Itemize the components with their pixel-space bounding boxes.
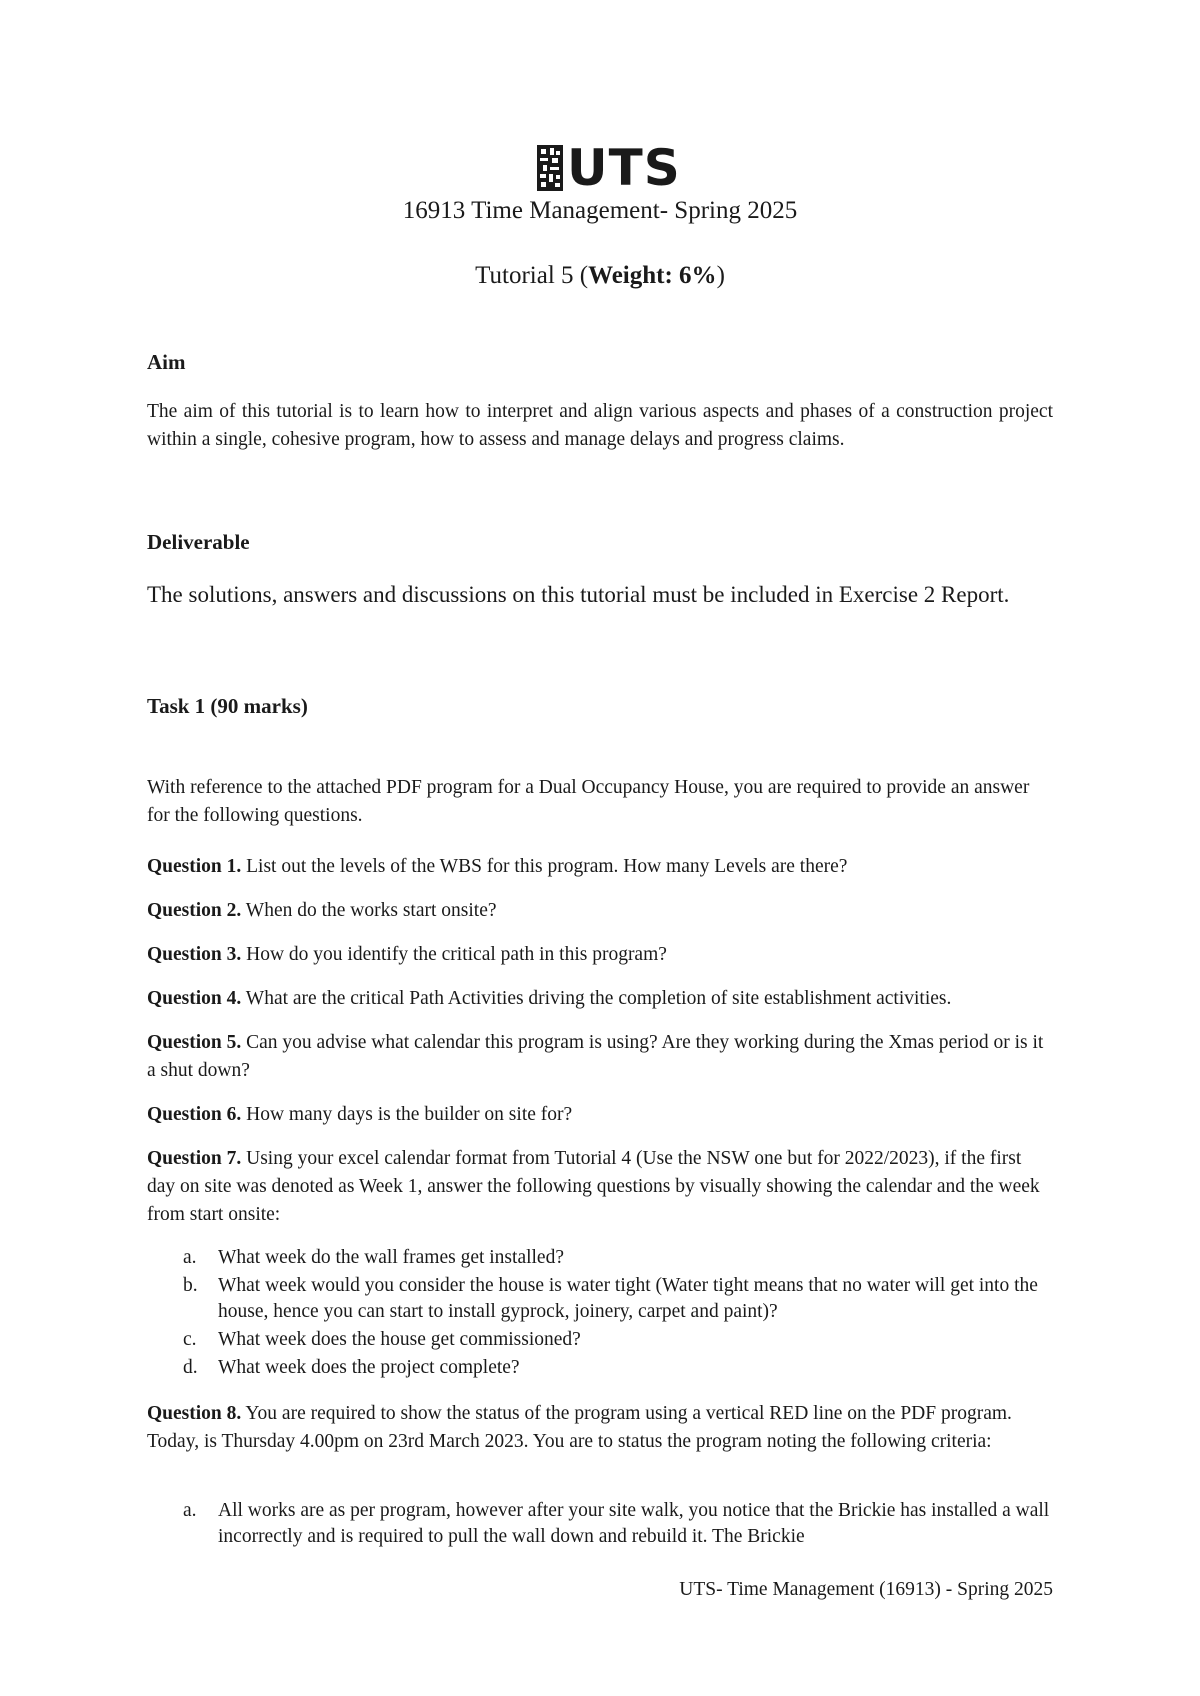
question-label: Question 8.	[147, 1403, 242, 1424]
uts-logo-wordmark: UTS	[567, 139, 681, 197]
list-item	[147, 1245, 1053, 1271]
list-item	[147, 1355, 1053, 1381]
list-item-text: All works are as per program, however after your site walk, you notice that the Brickie has installed a wall incorrectly and is required to pull the wall down and rebuild it. The Brickie	[218, 1500, 1050, 1547]
aim-heading: Aim	[147, 350, 186, 374]
aim-text: The aim of this tutorial is to learn how to interpret and align various aspects and phases of a construction project within a single, cohesive program, how to assess and manage delays and progress claims.	[147, 401, 1053, 450]
list-item	[147, 1327, 1053, 1353]
question-7	[147, 1145, 1053, 1229]
question-text: How do you identify the critical path in this program?	[241, 944, 667, 965]
question-text: You are required to show the status of the program using a vertical RED line on the PDF program. Today, is Thursday 4.00pm on 23rd March 2023. You are to status the program noting the following criteria:	[147, 1403, 1012, 1452]
task1-intro: With reference to the attached PDF program for a Dual Occupancy House, you are required to provide an answer for the following questions.	[147, 777, 1030, 826]
list-item-text: What week does the house get commissioned?	[218, 1329, 581, 1350]
page-footer: UTS- Time Management (16913) - Spring 2025	[679, 1579, 1053, 1600]
question-8	[147, 1400, 1053, 1456]
list-item-text: What week does the project complete?	[218, 1357, 520, 1378]
list-item-label: a.	[183, 1500, 197, 1521]
question-1	[147, 853, 1053, 881]
uts-logo-mark-icon	[537, 145, 563, 191]
list-item-text: What week would you consider the house is water tight (Water tight means that no water will get into the house, hence you can start to install gyprock, joinery, carpet and paint)?	[218, 1275, 1038, 1322]
tutorial-weight: Weight: 6%	[588, 262, 717, 289]
question-text: Can you advise what calendar this program is using? Are they working during the Xmas period or is it a shut down?	[147, 1032, 1044, 1081]
task1-heading: Task 1 (90 marks)	[147, 694, 308, 718]
deliverable-heading: Deliverable	[147, 530, 250, 554]
question-label: Question 5.	[147, 1032, 242, 1053]
tutorial-label: Tutorial 5 (	[475, 262, 589, 289]
question-text: List out the levels of the WBS for this program. How many Levels are there?	[241, 856, 848, 877]
question-label: Question 2.	[147, 900, 242, 921]
list-item	[147, 1498, 1053, 1550]
question-6	[147, 1101, 1053, 1129]
question-label: Question 3.	[147, 944, 242, 965]
list-item-label: a.	[183, 1247, 197, 1268]
uts-logo	[537, 139, 681, 197]
question-3	[147, 941, 1053, 969]
course-title: 16913 Time Management- Spring 2025	[402, 197, 798, 224]
question-2	[147, 897, 1053, 925]
tutorial-title	[0, 261, 1200, 291]
list-item-label: c.	[183, 1329, 197, 1350]
question-label: Question 7.	[147, 1148, 242, 1169]
question-label: Question 4.	[147, 988, 242, 1009]
question-text: When do the works start onsite?	[241, 900, 497, 921]
list-item	[147, 1273, 1053, 1325]
question-text: Using your excel calendar format from Tutorial 4 (Use the NSW one but for 2022/2023), if the first day on site was denoted as Week 1, answer the following questions by visually showing the calendar and the week from start onsite:	[147, 1148, 1040, 1225]
question-label: Question 6.	[147, 1104, 242, 1125]
list-item-label: d.	[183, 1357, 198, 1378]
tutorial-close: )	[716, 262, 725, 289]
question-label: Question 1.	[147, 856, 242, 877]
list-item-label: b.	[183, 1275, 198, 1296]
question-8-subitems	[147, 1498, 1053, 1552]
question-4	[147, 985, 1053, 1013]
deliverable-text: The solutions, answers and discussions on this tutorial must be included in Exercise 2 Report.	[147, 582, 1010, 607]
question-text: How many days is the builder on site for?	[241, 1104, 573, 1125]
question-text: What are the critical Path Activities driving the completion of site establishment activities.	[241, 988, 952, 1009]
list-item-text: What week do the wall frames get installed?	[218, 1247, 564, 1268]
question-5	[147, 1029, 1053, 1085]
question-7-subitems	[147, 1245, 1053, 1383]
